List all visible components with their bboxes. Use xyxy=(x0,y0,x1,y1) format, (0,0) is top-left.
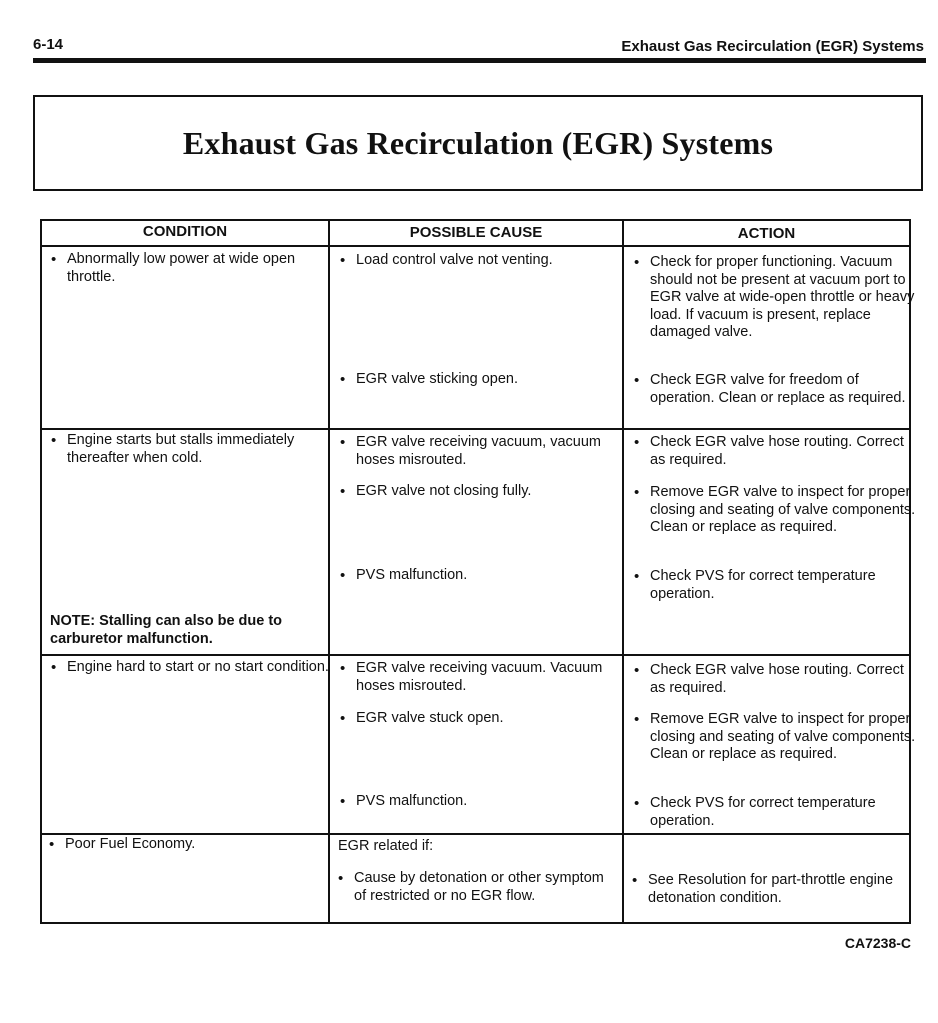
column-header-possible-cause: POSSIBLE CAUSE xyxy=(409,224,543,241)
title-box xyxy=(33,95,923,191)
column-divider xyxy=(328,219,330,924)
condition-item: • Abnormally low power at wide open throttle. xyxy=(51,251,296,285)
action-item: • Check PVS for correct temperature operation. xyxy=(634,568,876,602)
cause-item: • Cause by detonation or other symptom of restricted or no EGR flow. xyxy=(338,870,604,904)
cause-intro: EGR related if: xyxy=(338,838,434,854)
action-item: • Check EGR valve hose routing. Correct as required. xyxy=(634,434,904,468)
header-divider xyxy=(40,245,911,247)
bullet-icon: • xyxy=(340,710,346,727)
header-rule xyxy=(33,58,926,63)
page-number: 6-14 xyxy=(33,36,64,53)
note-text: NOTE: Stalling can also be due to carburetor malfunction. xyxy=(50,613,283,647)
column-header-action: ACTION xyxy=(737,225,796,242)
cause-item: • EGR valve stuck open. xyxy=(340,710,504,727)
bullet-icon: • xyxy=(634,372,640,389)
cause-item: • EGR valve not closing fully. xyxy=(340,483,532,500)
action-item: • Check PVS for correct temperature operation. xyxy=(634,795,876,829)
condition-item: • Poor Fuel Economy. xyxy=(49,836,196,853)
bullet-icon: • xyxy=(340,371,346,388)
bullet-icon: • xyxy=(634,254,640,271)
bullet-icon: • xyxy=(632,872,638,889)
table-border-top xyxy=(40,219,911,221)
cause-item: • EGR valve receiving vacuum, vacuum hoses misrouted. xyxy=(340,434,601,468)
action-item: • Check for proper functioning. Vacuum should not be present at vacuum port to EGR valve at wide-open throttle or heavy load. If vacuum is present, replace damaged valve. xyxy=(634,254,915,340)
bullet-icon: • xyxy=(634,434,640,451)
table-border-left xyxy=(40,219,42,924)
bullet-icon: • xyxy=(340,567,346,584)
action-item: • Remove EGR valve to inspect for proper closing and seating of valve components. Clean or replace as required. xyxy=(634,484,916,535)
bullet-icon: • xyxy=(634,568,640,585)
cause-item: • PVS malfunction. xyxy=(340,793,468,810)
row-divider xyxy=(40,654,911,656)
bullet-icon: • xyxy=(634,711,640,728)
cause-item: • PVS malfunction. xyxy=(340,567,468,584)
bullet-icon: • xyxy=(49,836,55,853)
bullet-icon: • xyxy=(51,432,57,449)
bullet-icon: • xyxy=(51,659,57,676)
cause-item: • EGR valve sticking open. xyxy=(340,371,518,388)
action-item: • See Resolution for part-throttle engine detonation condition. xyxy=(632,872,894,906)
column-header-condition: CONDITION xyxy=(142,223,228,240)
row-divider xyxy=(40,833,911,835)
page-title: Exhaust Gas Recirculation (EGR) Systems xyxy=(182,124,774,161)
condition-item: • Engine hard to start or no start condition. xyxy=(51,659,329,676)
bullet-icon: • xyxy=(340,793,346,810)
bullet-icon: • xyxy=(340,660,346,677)
bullet-icon: • xyxy=(340,483,346,500)
action-item: • Remove EGR valve to inspect for proper closing and seating of valve components. Clean or replace as required. xyxy=(634,711,916,762)
bullet-icon: • xyxy=(634,795,640,812)
cause-item: • EGR valve receiving vacuum. Vacuum hoses misrouted. xyxy=(340,660,603,694)
table-border-bottom xyxy=(40,922,911,924)
row-divider xyxy=(40,428,911,430)
bullet-icon: • xyxy=(634,662,640,679)
bullet-icon: • xyxy=(340,434,346,451)
action-item: • Check EGR valve hose routing. Correct as required. xyxy=(634,662,904,696)
figure-id: CA7238-C xyxy=(844,935,911,951)
running-title: Exhaust Gas Recirculation (EGR) Systems xyxy=(621,38,924,55)
bullet-icon: • xyxy=(51,251,57,268)
bullet-icon: • xyxy=(634,484,640,501)
cause-item: • Load control valve not venting. xyxy=(340,252,553,269)
condition-item: • Engine starts but stalls immediately thereafter when cold. xyxy=(51,432,295,466)
bullet-icon: • xyxy=(338,870,344,887)
action-item: • Check EGR valve for freedom of operation. Clean or replace as required. xyxy=(634,372,906,406)
bullet-icon: • xyxy=(340,252,346,269)
